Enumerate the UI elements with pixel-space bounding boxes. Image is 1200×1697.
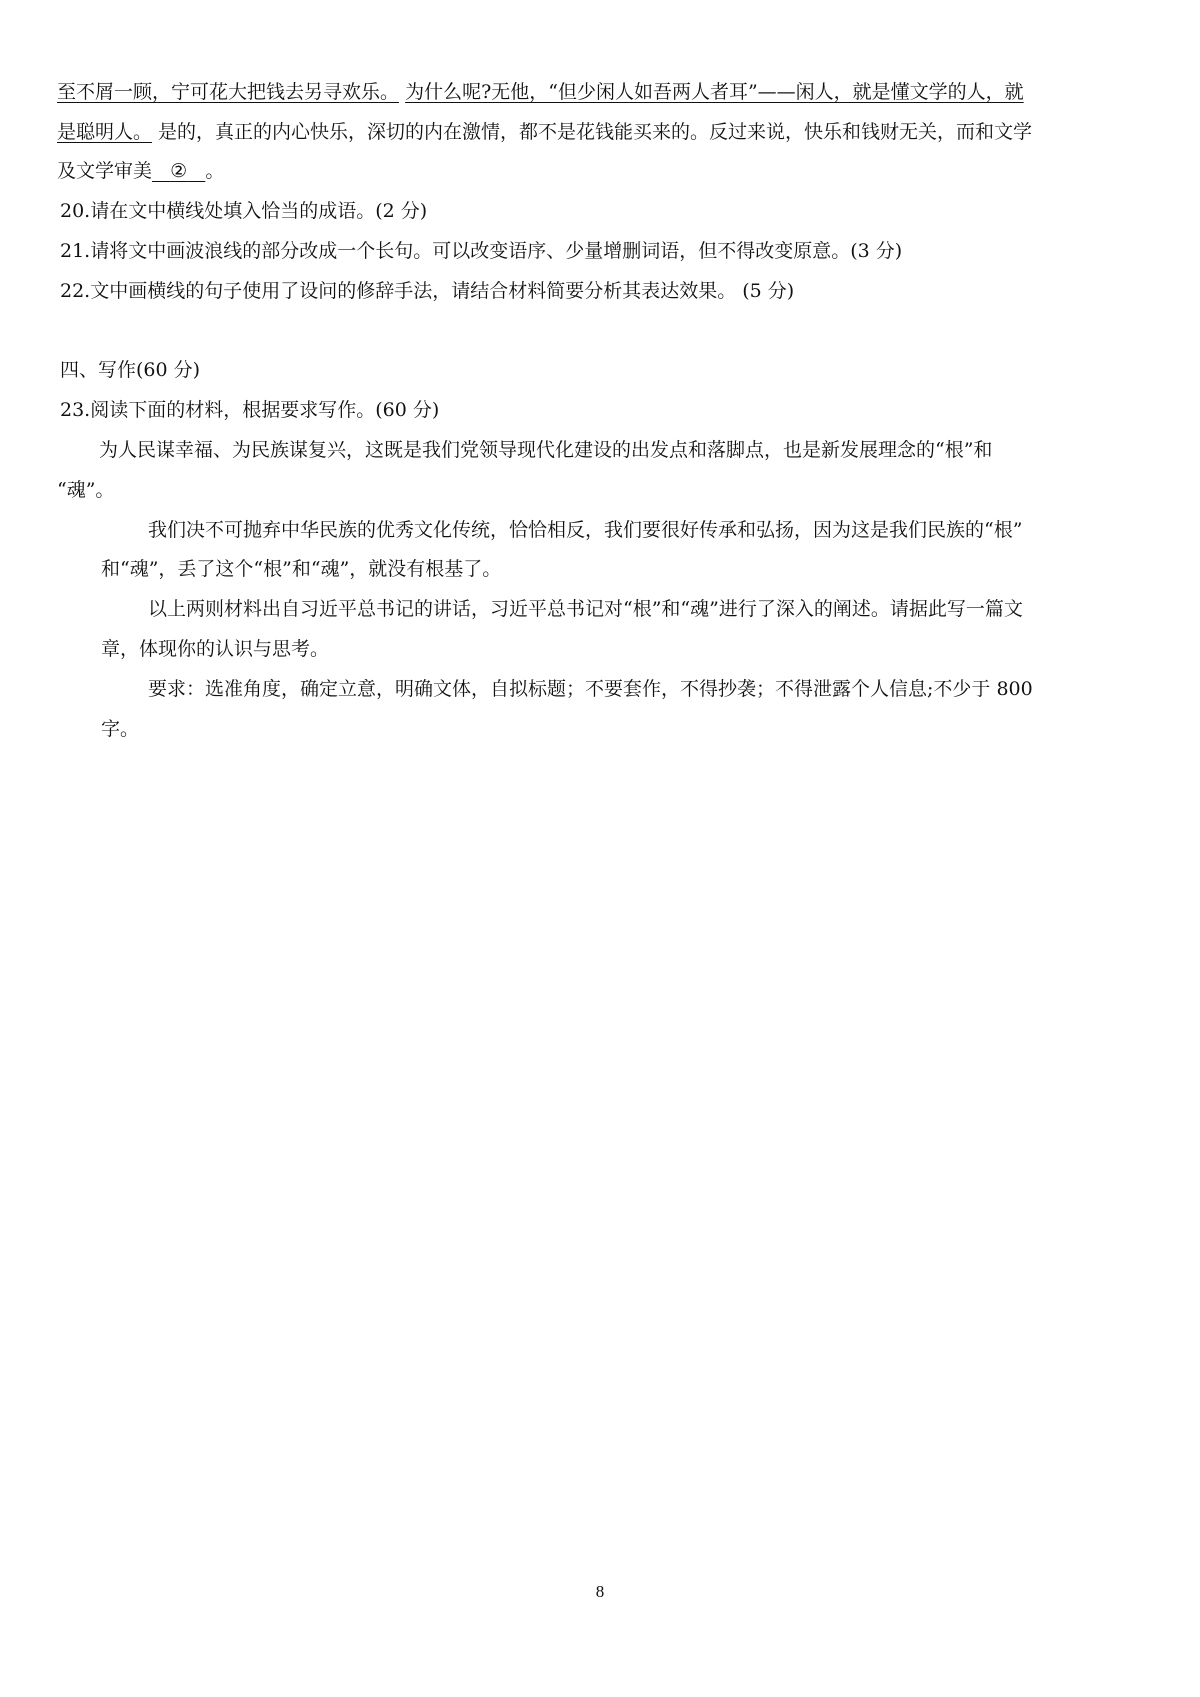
blank-marker: ②	[170, 160, 188, 182]
material-1-line-2: “魂”。	[57, 479, 115, 501]
passage-text: 。	[205, 160, 225, 182]
passage-text: 是的，真正的内心快乐，深切的内在激情，都不是花钱能买来的。反过来说，快乐和钱财无关，而和文学	[152, 121, 1033, 143]
material-2-line-2: 和“魂”，丢了这个“根”和“魂”，就没有根基了。	[101, 558, 502, 580]
fill-blank-2	[152, 159, 205, 183]
page-number: 8	[595, 1582, 605, 1601]
question-23: 23.阅读下面的材料，根据要求写作。(60 分)	[60, 399, 440, 421]
passage-line-1	[57, 80, 1024, 104]
passage-text: 及文学审美	[57, 160, 153, 182]
question-22: 22.文中画横线的句子使用了设问的修辞手法，请结合材料简要分析其表达效果。 (5 分)	[60, 280, 795, 302]
material-1-line-1: 为人民谋幸福、为民族谋复兴，这既是我们党领导现代化建设的出发点和落脚点，也是新发展理念的“根”和	[99, 439, 993, 461]
underlined-sentence-a: 至不屑一顾，宁可花大把钱去另寻欢乐。	[57, 81, 400, 103]
underlined-sentence-b: 为什么呢?无他，“但少闲人如吾两人者耳”——闲人，就是懂文学的人，就	[405, 81, 1024, 103]
passage-line-3	[57, 159, 224, 183]
passage-line-2	[57, 120, 1032, 144]
underlined-sentence-c: 是聪明人。	[57, 121, 153, 143]
material-2-line-1: 我们决不可抛弃中华民族的优秀文化传统，恰恰相反，我们要很好传承和弘扬，因为这是我们民族的“根”	[148, 519, 1023, 541]
question-21: 21.请将文中画波浪线的部分改成一个长句。可以改变语序、少量增删词语，但不得改变原意。(3 分)	[60, 240, 903, 262]
material-3-line-2: 章，体现你的认识与思考。	[101, 638, 330, 660]
question-20: 20.请在文中横线处填入恰当的成语。(2 分)	[60, 200, 428, 222]
section-title: 四、写作(60 分)	[60, 359, 201, 381]
requirement-line-2: 字。	[101, 718, 140, 740]
material-3-line-1: 以上两则材料出自习近平总书记的讲话，习近平总书记对“根”和“魂”进行了深入的阐述。请据此写一篇文	[148, 598, 1023, 620]
requirement-line-1: 要求：选准角度，确定立意，明确文体，自拟标题；不要套作，不得抄袭；不得泄露个人信息;不少于 800	[148, 678, 1033, 700]
